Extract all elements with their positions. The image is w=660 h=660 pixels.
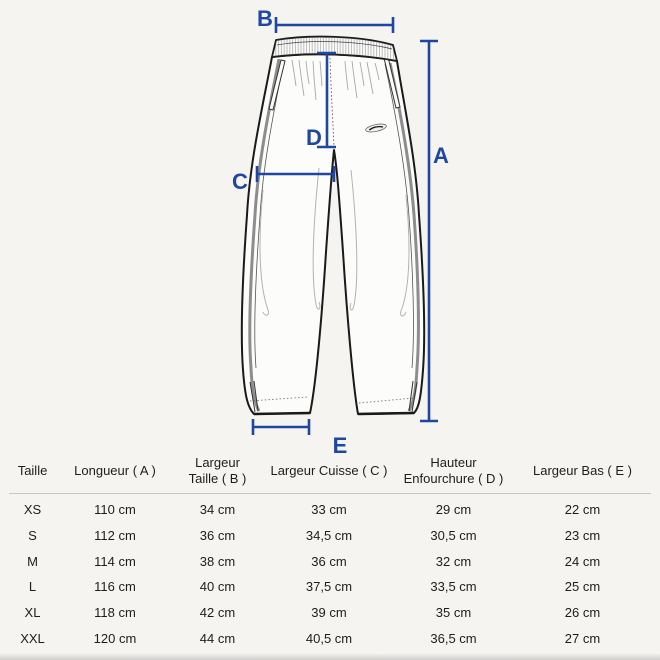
value-cell: 36,5 cm xyxy=(430,630,477,646)
column-header-hauteur-enfourchure-d xyxy=(388,455,533,487)
value-cell: 34 cm xyxy=(199,502,236,518)
column-header-largeur-taille-b xyxy=(165,455,270,487)
column-header-longueur-a xyxy=(65,463,165,479)
header-line: Hauteur xyxy=(430,455,477,470)
value-cell: 29 cm xyxy=(435,502,472,518)
value-cell: 116 cm xyxy=(94,579,136,595)
measure-label-d: D xyxy=(306,125,322,150)
measure-label-b: B xyxy=(257,6,273,31)
size-cell: XXL xyxy=(20,630,45,646)
column-header-largeur-bas-e xyxy=(533,463,660,479)
value-cell: 34,5 cm xyxy=(305,528,353,544)
column-header-taille xyxy=(0,463,65,479)
header-line: Longueur ( A ) xyxy=(74,463,156,478)
size-table xyxy=(0,449,660,651)
table-row-xs xyxy=(0,497,660,523)
value-cell: 23 cm xyxy=(564,528,601,544)
header-line: Largeur Cuisse ( C ) xyxy=(270,463,388,478)
size-cell: XS xyxy=(23,502,42,518)
value-cell: 33,5 cm xyxy=(430,579,477,595)
table-row-xl xyxy=(0,600,660,626)
table-row-m xyxy=(0,548,660,574)
pants-drawing xyxy=(242,37,424,414)
right-hem xyxy=(358,413,414,414)
table-row-l xyxy=(0,574,660,600)
value-cell: 118 cm xyxy=(94,605,136,621)
header-line: Enfourchure ( D ) xyxy=(403,471,504,486)
measure-label-e: E xyxy=(332,433,348,456)
column-header-largeur-cuisse-c xyxy=(270,463,388,479)
value-cell: 112 cm xyxy=(94,528,136,544)
value-cell: 30,5 cm xyxy=(430,528,477,544)
value-cell: 44 cm xyxy=(199,630,236,646)
header-line: Taille xyxy=(17,463,48,478)
left-hem xyxy=(254,413,310,414)
value-cell: 40 cm xyxy=(199,579,236,595)
size-table-header xyxy=(0,449,660,493)
size-cell: L xyxy=(28,579,37,595)
header-line: Taille ( B ) xyxy=(188,471,247,486)
value-cell: 120 cm xyxy=(93,630,137,646)
value-cell: 36 cm xyxy=(311,553,347,569)
value-cell: 42 cm xyxy=(199,605,236,621)
measure-line-e xyxy=(253,419,309,435)
measure-line-b xyxy=(276,17,393,33)
value-cell: 37,5 cm xyxy=(305,579,353,595)
measure-label-a: A xyxy=(433,143,449,168)
value-cell: 35 cm xyxy=(435,605,472,621)
value-cell: 32 cm xyxy=(435,553,472,569)
value-cell: 24 cm xyxy=(564,553,601,569)
size-table-body xyxy=(0,494,660,651)
value-cell: 36 cm xyxy=(199,528,236,544)
value-cell: 39 cm xyxy=(311,605,347,621)
value-cell: 25 cm xyxy=(564,579,601,595)
bottom-edge-shadow xyxy=(0,653,660,660)
value-cell: 40,5 cm xyxy=(305,630,353,646)
measure-label-c: C xyxy=(232,169,248,194)
header-line: Largeur xyxy=(195,455,240,470)
size-cell: XL xyxy=(24,605,41,621)
table-row-xxl xyxy=(0,625,660,651)
size-cell: M xyxy=(27,553,38,569)
value-cell: 114 cm xyxy=(94,553,136,569)
value-cell: 27 cm xyxy=(564,630,601,646)
header-line: Largeur Bas ( E ) xyxy=(533,463,632,478)
table-row-s xyxy=(0,523,660,549)
value-cell: 33 cm xyxy=(311,502,347,518)
value-cell: 110 cm xyxy=(94,502,136,518)
size-cell: S xyxy=(28,528,37,544)
value-cell: 22 cm xyxy=(564,502,601,518)
value-cell: 26 cm xyxy=(564,605,601,621)
value-cell: 38 cm xyxy=(199,553,236,569)
